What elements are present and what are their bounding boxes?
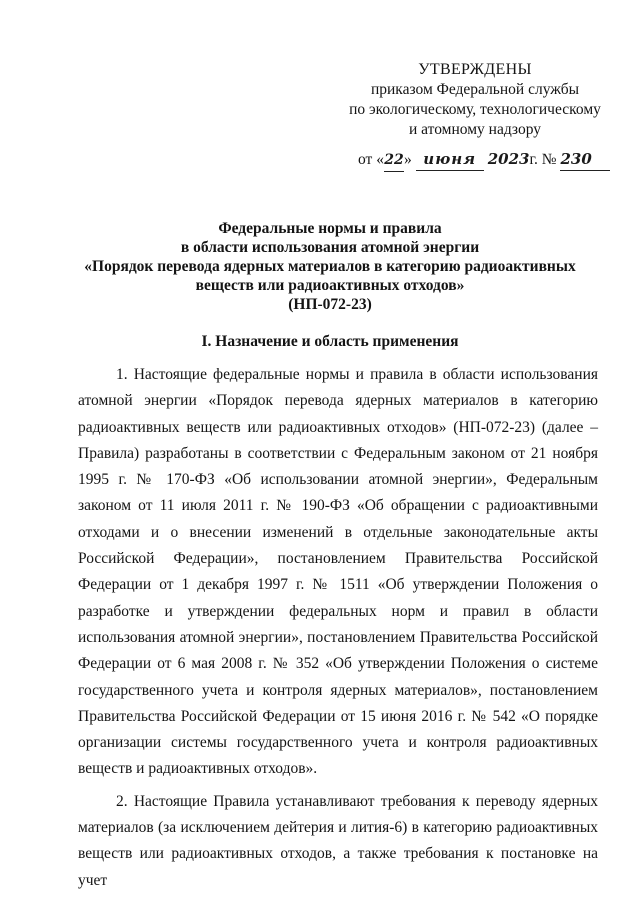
- paragraph-2: 2. Настоящие Правила устанавливают требования к переводу ядерных материалов (за исключением дейтерия и лития-6) в категорию радиоактивных веществ или радиоактивных отходов, а также требования к постановке на учет: [78, 792, 598, 889]
- title-line-3: «Порядок перевода ядерных материалов в категорию радиоактивных: [84, 258, 576, 275]
- approval-line-3: и атомному надзору: [409, 121, 541, 138]
- body-text: [78, 362, 598, 900]
- document-title: [70, 219, 590, 314]
- paragraph-1: 1. Настоящие федеральные нормы и правила в области использования атомной энергии «Порядок перевода ядерных материалов в категорию радиоактивных веществ или радиоактивных отходов» (НП-072-23) (далее – Правила) разработаны в соответствии с Федеральным законом от 21 ноября 1995 г. № 170-ФЗ «Об использовании атомной энергии», Федеральным законом от 11 июля 2011 г. № 190-ФЗ «Об обращении с радиоактивными отходами и о внесении изменений в отдельные законодательные акты Российской Федерации», постановлением Правительства Российской Федерации от 1 декабря 1997 г. № 1511 «Об утверждении Положения о разработке и утверждении федеральных норм и правил в области использования атомной энергии», постановлением Правительства Российской Федерации от 6 мая 2008 г. № 352 «Об утверждении Положения о системе государственного учета и контроля ядерных материалов», постановлением Правительства Российской Федерации от 15 июня 2016 г. № 542 «О порядке организации системы государственного учета и контроля радиоактивных веществ и радиоактивных отходов».: [78, 366, 598, 778]
- order-year-handwritten: 2023: [487, 150, 530, 168]
- approval-line-1: приказом Федеральной службы: [370, 81, 580, 98]
- order-day-handwritten: 22: [384, 149, 404, 172]
- approval-heading: УТВЕРЖДЕНЫ: [418, 61, 532, 78]
- order-quote-close: »: [403, 151, 412, 168]
- order-date-number-line: [358, 148, 610, 172]
- order-year-suffix: г. №: [529, 151, 557, 168]
- title-line-2: в области использования атомной энергии: [180, 239, 480, 256]
- order-month-handwritten: июня: [416, 148, 484, 171]
- order-prefix: от «: [358, 151, 384, 168]
- title-line-4: веществ или радиоактивных отходов»: [195, 277, 465, 294]
- order-number-handwritten: 230: [560, 148, 610, 171]
- approval-block: [330, 60, 620, 140]
- title-line-5: (НП-072-23): [288, 296, 372, 313]
- approval-line-2: по экологическому, технологическому: [349, 101, 601, 118]
- title-line-1: Федеральные нормы и правила: [218, 220, 442, 237]
- section-heading: I. Назначение и область применения: [201, 333, 459, 350]
